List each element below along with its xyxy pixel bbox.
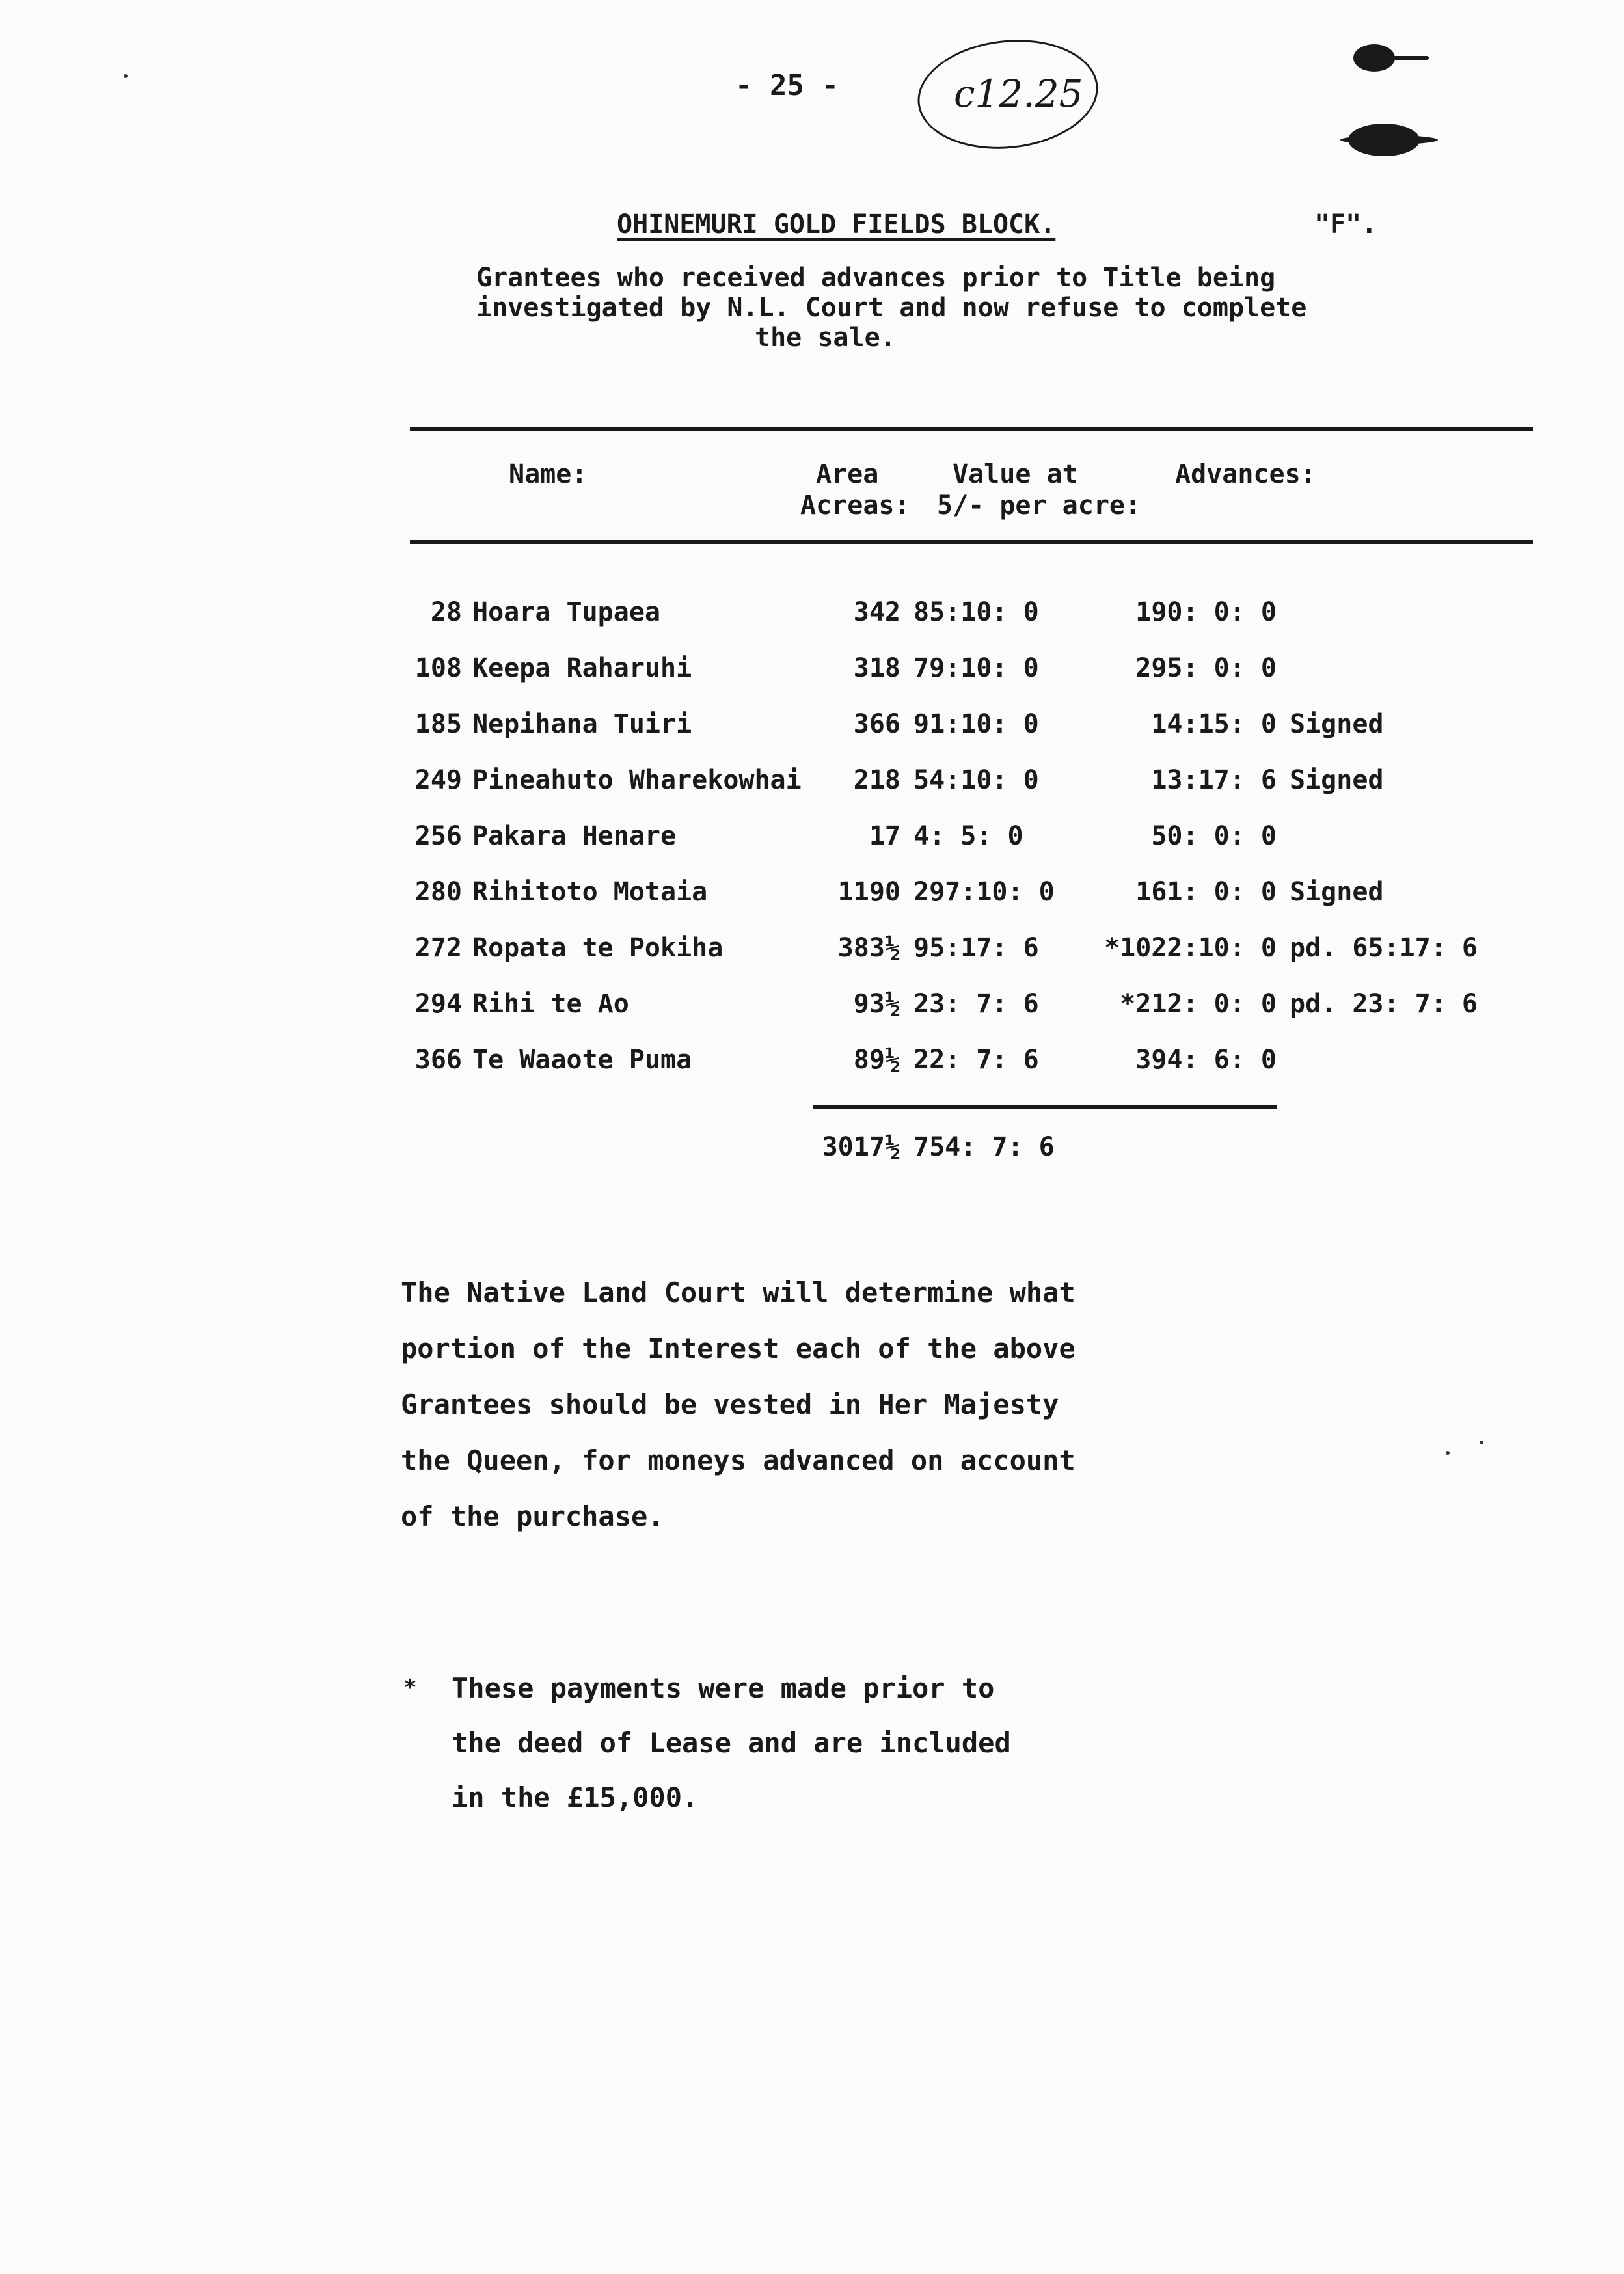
subheading-line: investigated by N.L. Court and now refuse to complete	[476, 293, 1307, 323]
totals-rule	[813, 1105, 1277, 1109]
cell-number: 294	[414, 989, 462, 1019]
cell-advance: *212: 0: 0	[1120, 989, 1277, 1019]
cell-name: Keepa Raharuhi	[472, 653, 692, 683]
cell-number: 366	[414, 1045, 462, 1075]
cell-note: Signed	[1290, 765, 1384, 795]
cell-note: pd. 23: 7: 6	[1290, 989, 1478, 1019]
block-title: OHINEMURI GOLD FIELDS BLOCK.	[617, 210, 1056, 239]
cell-number: 108	[414, 653, 462, 683]
header-name: Name:	[509, 459, 588, 489]
ink-blot	[1392, 56, 1429, 60]
cell-advance: 394: 6: 0	[1135, 1045, 1277, 1075]
ink-blot	[1340, 135, 1438, 144]
cell-name: Rihitoto Motaia	[472, 877, 708, 907]
footnote-line: the deed of Lease and are included	[452, 1727, 1011, 1759]
cell-area: 89½	[853, 1045, 900, 1075]
cell-area: 1190	[837, 877, 900, 907]
total-area: 3017½	[822, 1132, 900, 1162]
cell-area: 366	[853, 709, 900, 739]
cell-area: 17	[869, 821, 900, 851]
cell-value: 22: 7: 6	[914, 1045, 1039, 1075]
cell-area: 383½	[837, 933, 900, 963]
cell-advance: 295: 0: 0	[1135, 653, 1277, 683]
cell-area: 93½	[853, 989, 900, 1019]
cell-value: 79:10: 0	[914, 653, 1039, 683]
cell-value: 297:10: 0	[914, 877, 1055, 907]
cell-name: Pineahuto Wharekowhai	[472, 765, 802, 795]
cell-note: pd. 65:17: 6	[1290, 933, 1478, 963]
cell-name: Pakara Henare	[472, 821, 677, 851]
cell-advance: 14:15: 0	[1151, 709, 1277, 739]
cell-value: 4: 5: 0	[914, 821, 1023, 851]
cell-name: Ropata te Pokiha	[472, 933, 724, 963]
table-top-rule	[410, 427, 1533, 431]
cell-area: 318	[853, 653, 900, 683]
paper-speck	[1446, 1451, 1450, 1455]
footnote-line: These payments were made prior to	[452, 1672, 995, 1704]
paragraph-line: of the purchase.	[401, 1500, 664, 1532]
cell-number: 28	[430, 597, 462, 627]
cell-value: 23: 7: 6	[914, 989, 1039, 1019]
cell-name: Te Waaote Puma	[472, 1045, 692, 1075]
footnote-marker: *	[403, 1675, 417, 1701]
cell-value: 54:10: 0	[914, 765, 1039, 795]
subheading-line: Grantees who received advances prior to Title being	[476, 263, 1276, 293]
cell-advance: *1022:10: 0	[1104, 933, 1277, 963]
footnote-line: in the £15,000.	[452, 1781, 699, 1813]
cell-number: 280	[414, 877, 462, 907]
folio-annotation: c12.25	[954, 72, 1083, 116]
header-value: Value at	[953, 459, 1078, 489]
cell-advance: 13:17: 6	[1151, 765, 1277, 795]
header-area-unit: Acreas:	[800, 491, 910, 521]
cell-value: 85:10: 0	[914, 597, 1039, 627]
header-bottom-rule	[410, 540, 1533, 544]
paragraph-line: the Queen, for moneys advanced on account	[401, 1444, 1076, 1476]
paper-speck	[1480, 1441, 1483, 1444]
header-advances: Advances:	[1175, 459, 1316, 489]
paragraph-line: portion of the Interest each of the above	[401, 1333, 1076, 1364]
cell-value: 95:17: 6	[914, 933, 1039, 963]
cell-area: 342	[853, 597, 900, 627]
cell-advance: 161: 0: 0	[1135, 877, 1277, 907]
cell-value: 91:10: 0	[914, 709, 1039, 739]
cell-number: 249	[414, 765, 462, 795]
cell-number: 185	[414, 709, 462, 739]
paper-speck	[124, 74, 128, 78]
cell-number: 256	[414, 821, 462, 851]
cell-area: 218	[853, 765, 900, 795]
subheading-line: the sale.	[755, 323, 896, 353]
cell-number: 272	[414, 933, 462, 963]
ink-blot	[1353, 44, 1395, 72]
cell-name: Hoara Tupaea	[472, 597, 660, 627]
header-area: Area	[816, 459, 879, 489]
header-value-rate: 5/- per acre:	[937, 491, 1141, 521]
total-value: 754: 7: 6	[914, 1132, 1055, 1162]
cell-advance: 190: 0: 0	[1135, 597, 1277, 627]
cell-note: Signed	[1290, 877, 1384, 907]
paragraph-line: The Native Land Court will determine what	[401, 1277, 1076, 1308]
cell-name: Nepihana Tuiri	[472, 709, 692, 739]
paragraph-line: Grantees should be vested in Her Majesty	[401, 1388, 1059, 1420]
schedule-mark: "F".	[1314, 210, 1377, 239]
cell-advance: 50: 0: 0	[1151, 821, 1277, 851]
cell-name: Rihi te Ao	[472, 989, 629, 1019]
cell-note: Signed	[1290, 709, 1384, 739]
page-number: - 25 -	[735, 69, 839, 102]
